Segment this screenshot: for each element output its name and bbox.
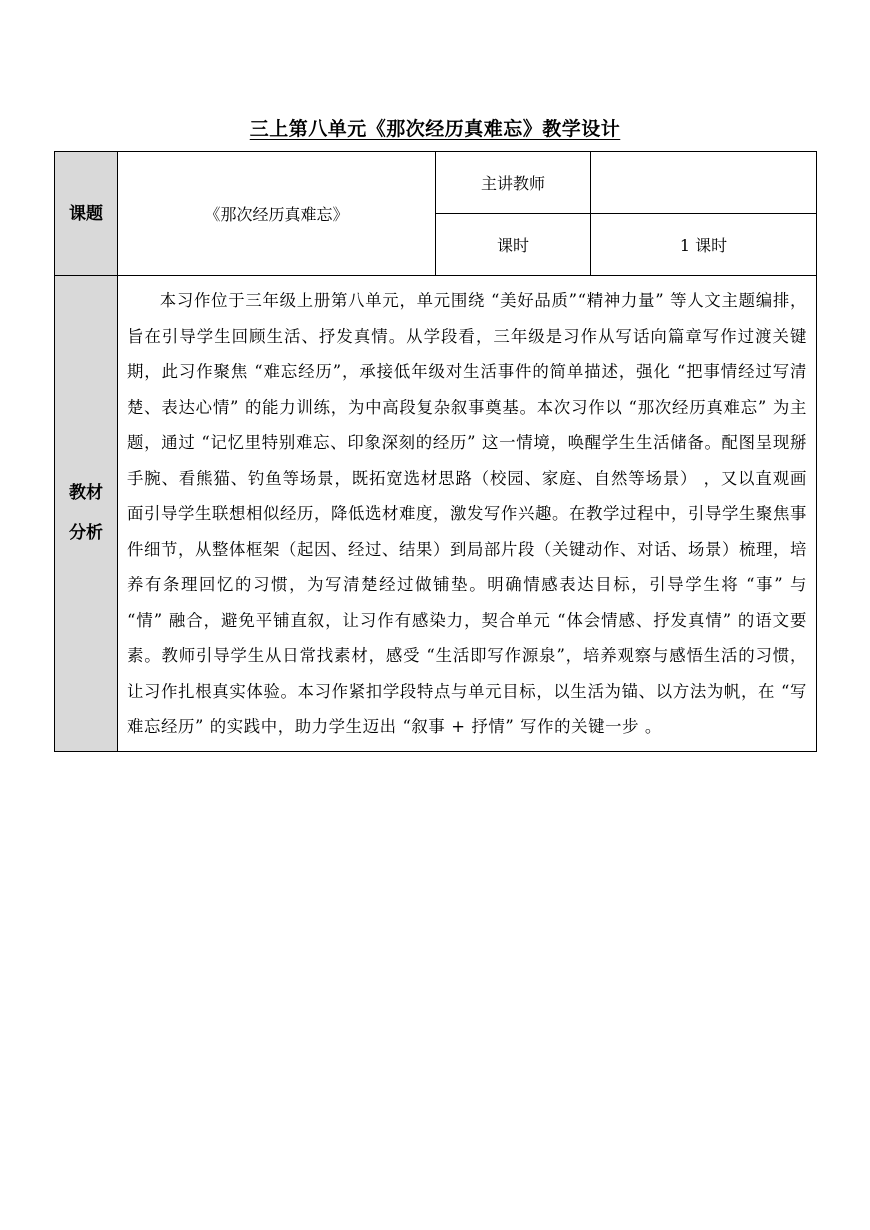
topic-value: 《那次经历真难忘》 (118, 152, 436, 276)
table-row-topic (55, 152, 817, 214)
teacher-value (591, 152, 817, 214)
topic-label: 课题 (55, 152, 118, 276)
analysis-label (55, 276, 118, 752)
analysis-label-line2: 分析 (69, 523, 103, 544)
analysis-content (118, 276, 817, 752)
analysis-label-line1: 教材 (69, 483, 103, 504)
teacher-label: 主讲教师 (436, 152, 591, 214)
analysis-paragraph: 本习作位于三年级上册第八单元，单元围绕 “美好品质”“精神力量” 等人文主题编排，旨在引导学生回顾生活、抒发真情。从学段看，三年级是习作从写话向篇章写作过渡关键期，此习作聚焦 “难忘经历”，承接低年级对生活事件的简单描述，强化 “把事情经过写清楚、表达心情” 的能力训练，为中高段复杂叙事奠基。本次习作以 “那次经历真难忘” 为主题，通过 “记忆里特别难忘、印象深刻的经历” 这一情境，唤醒学生生活储备。配图呈现掰手腕、看熊猫、钓鱼等场景，既拓宽选材思路（校园、家庭、自然等场景） ，又以直观画面引导学生联想相似经历，降低选材难度，激发写作兴趣。在教学过程中，引导学生聚焦事件细节，从整体框架（起因、经过、结果）到局部片段（关键动作、对话、场景）梳理，培养有条理回忆的习惯，为写清楚经过做铺垫。明确情感表达目标，引导学生将 “事” 与 “情” 融合，避免平铺直叙，让习作有感染力，契合单元 “体会情感、抒发真情” 的语文要素。教师引导学生从日常找素材，感受 “生活即写作源泉”，培养观察与感悟生活的习惯，让习作扎根真实体验。本习作紧扣学段特点与单元目标，以生活为锚、以方法为帆，在 “写难忘经历” 的实践中，助力学生迈出 “叙事 + 抒情” 写作的关键一步 。 (127, 291, 807, 736)
hours-value: 1 课时 (591, 214, 817, 276)
hours-label: 课时 (436, 214, 591, 276)
table-row-analysis (55, 276, 817, 752)
document-title: 三上第八单元《那次经历真难忘》教学设计 (249, 118, 621, 140)
lesson-design-table (54, 151, 817, 752)
